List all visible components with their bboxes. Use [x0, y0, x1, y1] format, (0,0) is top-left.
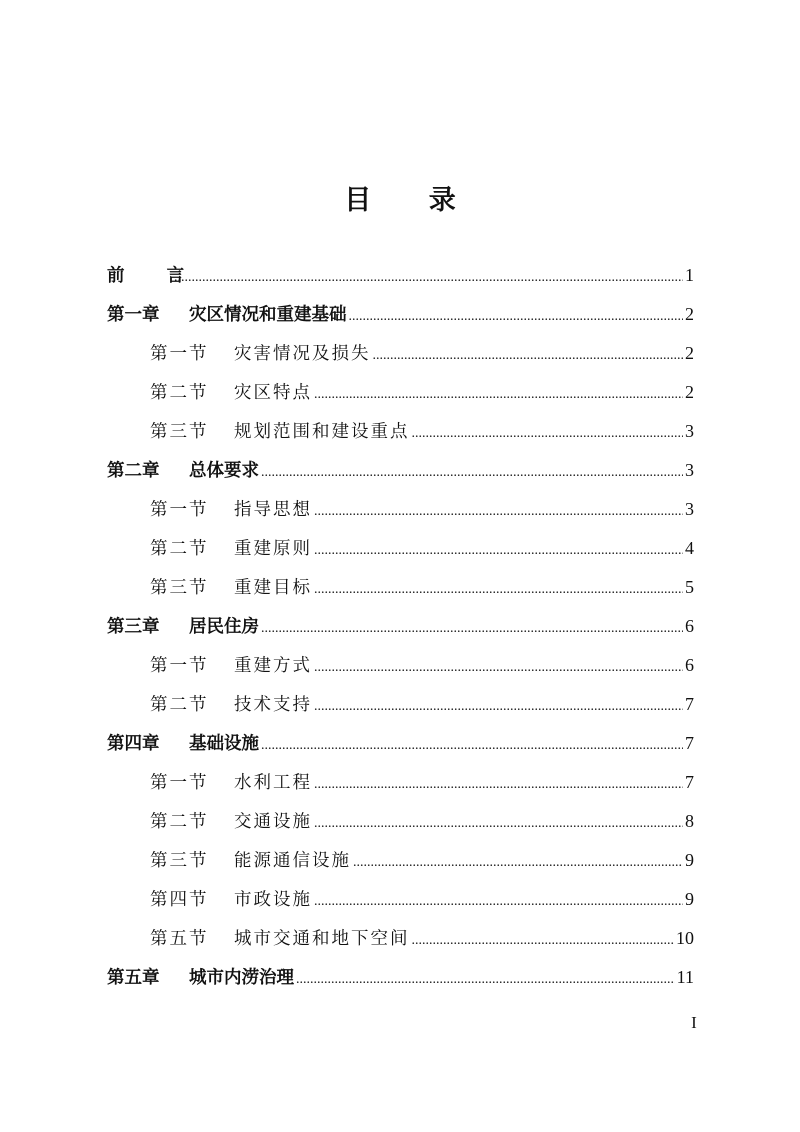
toc-entry-label: 指导思想	[234, 500, 312, 520]
toc-entry-label: 技术支持	[234, 695, 312, 715]
dot-leader	[261, 726, 683, 765]
toc-page-number: 4	[685, 538, 694, 558]
toc-page-number: 7	[685, 772, 694, 792]
toc-entry-number: 第二节	[150, 695, 209, 715]
toc-page-number: 6	[685, 655, 694, 675]
toc-entry-section[interactable]	[107, 334, 694, 373]
dot-leader	[314, 687, 683, 726]
toc-entry-number: 第二节	[150, 383, 209, 403]
toc-entry-section[interactable]	[107, 763, 694, 802]
toc-entry-label: 居民住房	[189, 617, 259, 637]
dot-leader	[314, 531, 683, 570]
toc-entry-label: 城市内涝治理	[189, 968, 294, 988]
table-of-contents	[107, 256, 694, 997]
toc-entry-section[interactable]	[107, 568, 694, 607]
toc-entry-section[interactable]	[107, 919, 694, 958]
dot-leader	[314, 492, 683, 531]
dot-leader	[261, 453, 683, 492]
toc-entry-label: 重建目标	[234, 578, 312, 598]
toc-entry-number: 第三章	[107, 617, 160, 637]
toc-entry-chapter[interactable]	[107, 451, 694, 490]
toc-entry-chapter[interactable]	[107, 295, 694, 334]
toc-page-number: 8	[685, 811, 694, 831]
toc-entry-chapter[interactable]	[107, 958, 694, 997]
toc-entry-section[interactable]	[107, 412, 694, 451]
dot-leader	[314, 882, 683, 921]
toc-page-number: 9	[685, 850, 694, 870]
toc-entry-label: 灾害情况及损失	[234, 344, 371, 364]
toc-entry-chapter[interactable]	[107, 607, 694, 646]
dot-leader	[261, 609, 683, 648]
toc-page-number: 10	[676, 928, 694, 948]
toc-entry-section[interactable]	[107, 373, 694, 412]
toc-entry-number: 第三节	[150, 851, 209, 871]
toc-entry-section[interactable]	[107, 841, 694, 880]
toc-page-number: 2	[685, 343, 694, 363]
toc-entry-number: 第五章	[107, 968, 160, 988]
dot-leader	[314, 648, 683, 687]
toc-page-number: 1	[685, 265, 694, 285]
toc-page-number: 9	[685, 889, 694, 909]
dot-leader	[412, 414, 684, 453]
dot-leader	[174, 258, 683, 297]
toc-entry-chapter[interactable]	[107, 724, 694, 763]
toc-page-number: 7	[685, 733, 694, 753]
toc-entry-section[interactable]	[107, 880, 694, 919]
toc-entry-number: 第四节	[150, 890, 209, 910]
toc-page-number: 3	[685, 499, 694, 519]
toc-entry-label: 灾区特点	[234, 383, 312, 403]
dot-leader	[314, 375, 683, 414]
toc-entry-label: 基础设施	[189, 734, 259, 754]
toc-entry-number: 第二章	[107, 461, 160, 481]
toc-entry-number: 第二节	[150, 812, 209, 832]
toc-entry-label: 重建方式	[234, 656, 312, 676]
toc-entry-number: 第二节	[150, 539, 209, 559]
toc-page-number: 2	[685, 304, 694, 324]
dot-leader	[314, 570, 683, 609]
toc-entry-label: 市政设施	[234, 890, 312, 910]
dot-leader	[314, 804, 683, 843]
toc-entry-number: 第三节	[150, 578, 209, 598]
toc-entry-label: 规划范围和建设重点	[234, 422, 410, 442]
toc-entry-number: 第一节	[150, 500, 209, 520]
dot-leader	[314, 765, 683, 804]
toc-page-number: 11	[676, 967, 694, 987]
toc-entry-number: 第四章	[107, 734, 160, 754]
toc-page-number: 7	[685, 694, 694, 714]
toc-page-number: 2	[685, 382, 694, 402]
toc-title: 目 录	[344, 185, 480, 216]
dot-leader	[412, 921, 675, 960]
toc-entry-preface[interactable]	[107, 256, 694, 295]
page-number-footer: I	[691, 1013, 697, 1032]
toc-page-number: 5	[685, 577, 694, 597]
toc-entry-number: 第一节	[150, 344, 209, 364]
toc-page-number: 6	[685, 616, 694, 636]
toc-entry-section[interactable]	[107, 802, 694, 841]
dot-leader	[296, 960, 675, 999]
toc-entry-label: 交通设施	[234, 812, 312, 832]
toc-entry-label: 能源通信设施	[234, 851, 351, 871]
toc-entry-number: 前 言	[107, 266, 203, 286]
toc-entry-number: 第三节	[150, 422, 209, 442]
toc-entry-section[interactable]	[107, 685, 694, 724]
toc-page-number: 3	[685, 421, 694, 441]
dot-leader	[373, 336, 684, 375]
toc-entry-number: 第一章	[107, 305, 160, 325]
toc-entry-label: 重建原则	[234, 539, 312, 559]
toc-entry-section[interactable]	[107, 646, 694, 685]
toc-entry-number: 第一节	[150, 656, 209, 676]
toc-entry-label: 水利工程	[234, 773, 312, 793]
toc-entry-section[interactable]	[107, 529, 694, 568]
toc-entry-label: 灾区情况和重建基础	[189, 305, 347, 325]
toc-entry-label: 城市交通和地下空间	[234, 929, 410, 949]
dot-leader	[349, 297, 684, 336]
toc-entry-number: 第一节	[150, 773, 209, 793]
toc-entry-label: 总体要求	[189, 461, 259, 481]
toc-page-number: 3	[685, 460, 694, 480]
toc-entry-number: 第五节	[150, 929, 209, 949]
toc-entry-section[interactable]	[107, 490, 694, 529]
dot-leader	[353, 843, 683, 882]
